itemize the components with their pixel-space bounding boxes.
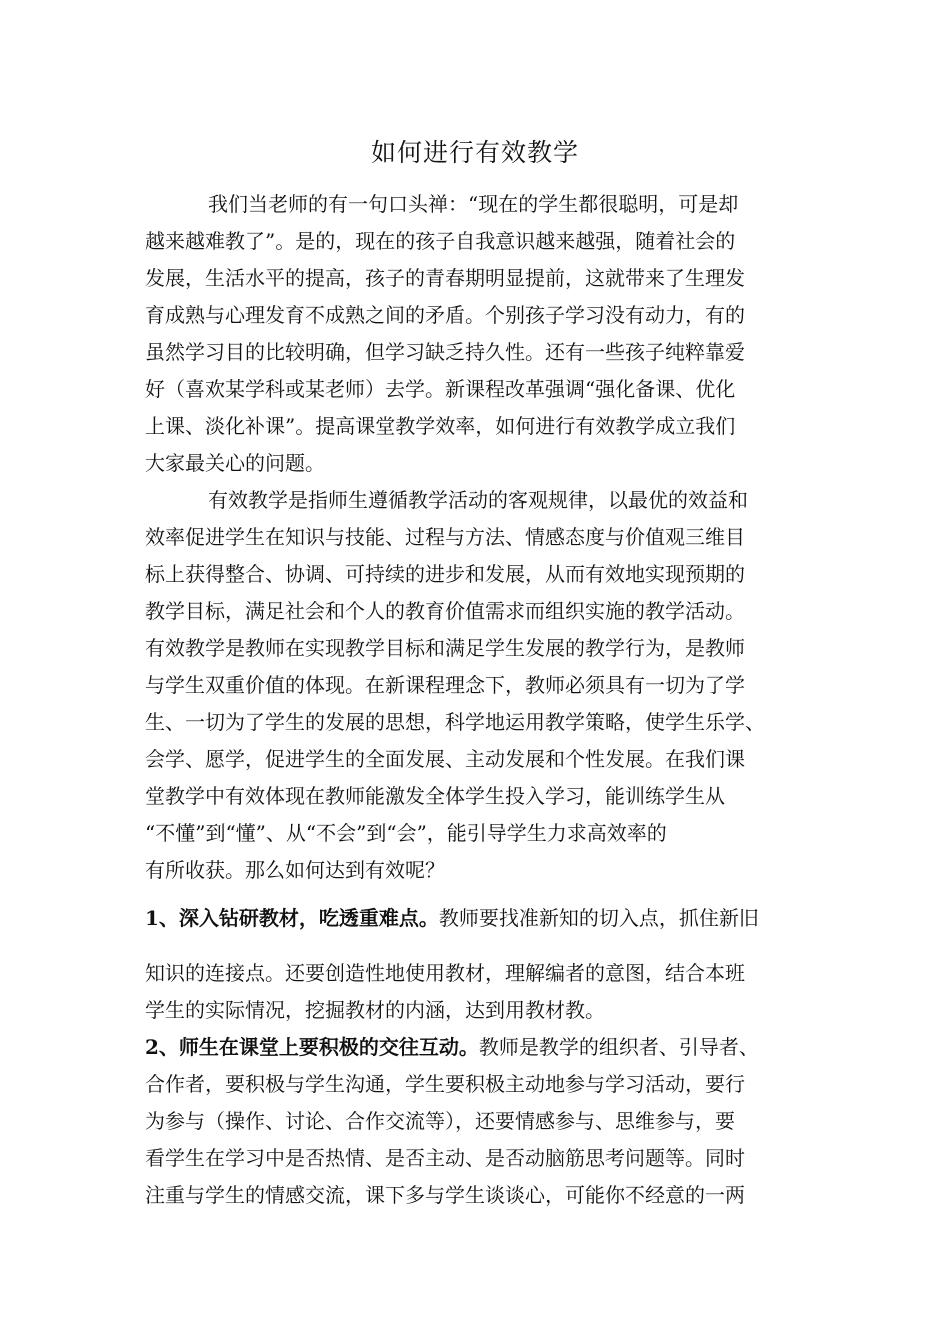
- paragraph-line: 好（喜欢某学科或某老师）去学。新课程改革强调“强化备课、优化: [145, 377, 736, 401]
- paragraph-line: 有效教学是教师在实现教学目标和满足学生发展的教学行为，是教师: [145, 636, 745, 660]
- paragraph-line: 标上获得整合、协调、可持续的进步和发展，从而有效地实现预期的: [145, 562, 745, 586]
- paragraph-line: 会学、愿学，促进学生的全面发展、主动发展和个性发展。在我们课: [145, 747, 745, 771]
- section-1-text: 教师要找准新知的切入点，抓住新旧: [438, 906, 759, 930]
- paragraph-line: 知识的连接点。还要创造性地使用教材，理解编者的意图，结合本班: [145, 961, 745, 985]
- paragraph-line: 为参与（操作、讨论、合作交流等），还要情感参与、思维参与，要: [145, 1109, 735, 1133]
- paragraph-line: 看学生在学习中是否热情、是否主动、是否动脑筋思考问题等。同时: [145, 1146, 745, 1170]
- paragraph-line: 合作者，要积极与学生沟通，学生要积极主动地参与学习活动，要行: [145, 1072, 745, 1096]
- paragraph-line: 与学生双重价值的体现。在新课程理念下，教师必须具有一切为了学: [145, 673, 745, 697]
- section-1-first-line: [145, 904, 759, 932]
- paragraph-line: 效率促进学生在知识与技能、过程与方法、情感态度与价值观三维目: [145, 525, 745, 549]
- section-2-first-line: [145, 1033, 759, 1061]
- paragraph-line: 我们当老师的有一句口头禅：“现在的学生都很聪明，可是却: [208, 192, 739, 216]
- paragraph-line: 有所收获。那么如何达到有效呢？: [145, 858, 445, 882]
- document-title: 如何进行有效教学: [370, 138, 579, 167]
- paragraph-line: 教学目标，满足社会和个人的教育价值需求而组织实施的教学活动。: [145, 599, 745, 623]
- paragraph-line: 生、一切为了学生的发展的思想，科学地运用教学策略，使学生乐学、: [145, 710, 765, 734]
- paragraph-line: 上课、淡化补课”。提高课堂教学效率，如何进行有效教学成立我们: [145, 414, 736, 438]
- paragraph-line: 注重与学生的情感交流，课下多与学生谈谈心，可能你不经意的一两: [145, 1183, 745, 1207]
- paragraph-line: 有效教学是指师生遵循教学活动的客观规律，以最优的效益和: [208, 488, 748, 512]
- paragraph-line: “不懂”到“懂”、从“不会”到“会”，能引导学生力求高效率的: [145, 821, 667, 845]
- paragraph-line: 越来越难教了”。是的，现在的孩子自我意识越来越强，随着社会的: [145, 229, 736, 253]
- section-1-heading: 1、深入钻研教材，吃透重难点。: [145, 906, 439, 930]
- paragraph-line: 堂教学中有效体现在教师能激发全体学生投入学习，能训练学生从: [145, 784, 725, 808]
- paragraph-line: 育成熟与心理发育不成熟之间的矛盾。个别孩子学习没有动力，有的: [145, 303, 745, 327]
- paragraph-line: 大家最关心的问题。: [145, 451, 325, 475]
- section-2-text: 教师是教学的组织者、引导者、: [478, 1035, 759, 1059]
- paragraph-line: 发展，生活水平的提高，孩子的青春期明显提前，这就带来了生理发: [145, 266, 745, 290]
- paragraph-line: 虽然学习目的比较明确，但学习缺乏持久性。还有一些孩子纯粹靠爱: [145, 340, 745, 364]
- paragraph-line: 学生的实际情况，挖掘教材的内涵，达到用教材教。: [145, 998, 605, 1022]
- section-2-heading: 2、师生在课堂上要积极的交往互动。: [145, 1035, 479, 1059]
